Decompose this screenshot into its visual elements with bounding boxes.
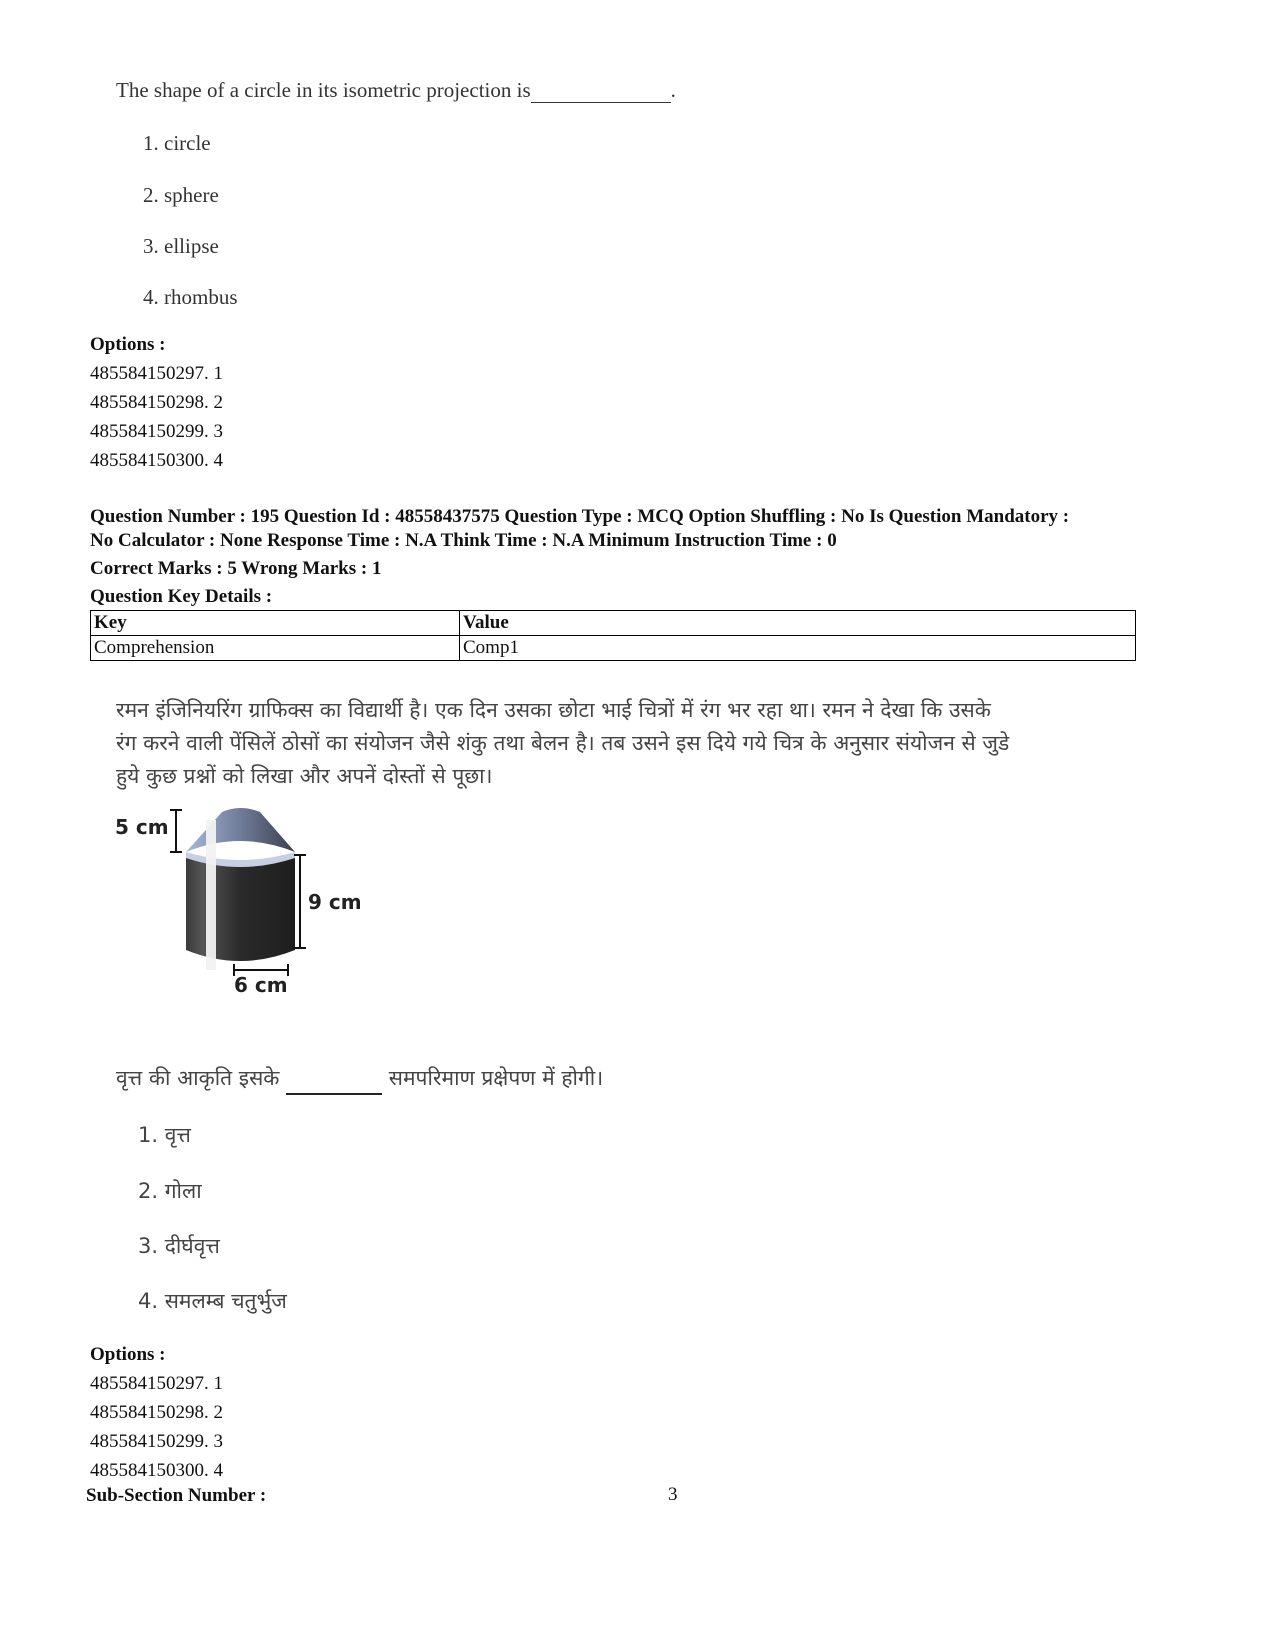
- table-header-value: Value: [460, 611, 1136, 636]
- question-stem-hindi: [116, 1062, 603, 1095]
- choice-item: 3. दीर्घवृत्त: [138, 1234, 220, 1258]
- cone-shape: [186, 808, 295, 852]
- table-header-row: [91, 611, 1136, 636]
- page-number: 3: [668, 1484, 678, 1505]
- option-id: 485584150298. 2: [90, 392, 223, 413]
- options-block: [90, 1340, 223, 1485]
- marks-line: Correct Marks : 5 Wrong Marks : 1: [90, 558, 382, 579]
- passage-line: रमन इंजिनियरिंग ग्राफिक्स का विद्यार्थी है। एक दिन उसका छोटा भाई चित्रों में रंग भर रहा था। रमन ने देखा कि उसके: [116, 698, 991, 722]
- choice-item: 3. ellipse: [143, 234, 219, 258]
- key-value-table: [90, 610, 1136, 661]
- option-id: 485584150298. 2: [90, 1402, 223, 1423]
- cylinder-shape: [186, 858, 295, 961]
- option-id: 485584150297. 1: [90, 1373, 223, 1394]
- choice-item: 2. गोला: [138, 1179, 202, 1203]
- meta-line: Question Number : 195 Question Id : 48558437575 Question Type : MCQ Option Shuffling : No Is Question Mandatory :: [90, 506, 1070, 527]
- passage-line: हुये कुछ प्रश्नों को लिखा और अपनें दोस्तों से पूछा।: [116, 764, 493, 788]
- option-id: 485584150299. 3: [90, 1431, 223, 1452]
- choice-item: 1. वृत्त: [138, 1123, 191, 1147]
- question-stem-end: समपरिमाण प्रक्षेपण में होगी।: [388, 1066, 604, 1090]
- choice-item: 4. समलम्ब चतुर्भुज: [138, 1289, 287, 1313]
- question-stem-start: वृत्त की आकृति इसके: [116, 1066, 280, 1090]
- option-id: 485584150300. 4: [90, 1460, 223, 1481]
- options-block: [90, 330, 223, 475]
- question-stem-end: .: [670, 78, 676, 102]
- label-cone-height: 5 cm: [115, 815, 169, 839]
- question-stem: [116, 78, 676, 103]
- option-id: 485584150299. 3: [90, 421, 223, 442]
- table-row: [91, 636, 1136, 661]
- answer-blank: [531, 82, 671, 103]
- table-cell: Comprehension: [91, 636, 460, 661]
- label-base-diameter: 6 cm: [234, 973, 288, 997]
- highlight-stripe: [206, 820, 216, 970]
- label-cylinder-height: 9 cm: [308, 890, 362, 914]
- options-heading: Options :: [90, 1344, 166, 1365]
- table-cell: Comp1: [460, 636, 1136, 661]
- meta-line: No Calculator : None Response Time : N.A Think Time : N.A Minimum Instruction Time : 0: [90, 530, 837, 551]
- option-id: 485584150300. 4: [90, 450, 223, 471]
- subsection-label: Sub-Section Number :: [86, 1485, 267, 1506]
- key-details-heading: Question Key Details :: [90, 586, 273, 607]
- answer-blank: [286, 1071, 382, 1095]
- choice-item: 4. rhombus: [143, 285, 238, 309]
- comprehension-passage: [116, 694, 1126, 793]
- table-header-key: Key: [91, 611, 460, 636]
- choice-item: 2. sphere: [143, 183, 219, 207]
- option-id: 485584150297. 1: [90, 363, 223, 384]
- choice-item: 1. circle: [143, 131, 211, 155]
- question-stem-text: The shape of a circle in its isometric projection is: [116, 78, 531, 102]
- passage-line: रंग करने वाली पेंसिलें ठोसों का संयोजन जैसे शंकु तथा बेलन है। तब उसने इस दिये गये चित्र के अनुसार संयोजन से जुडे: [116, 731, 1010, 755]
- question-meta: [90, 505, 1230, 609]
- options-heading: Options :: [90, 334, 166, 355]
